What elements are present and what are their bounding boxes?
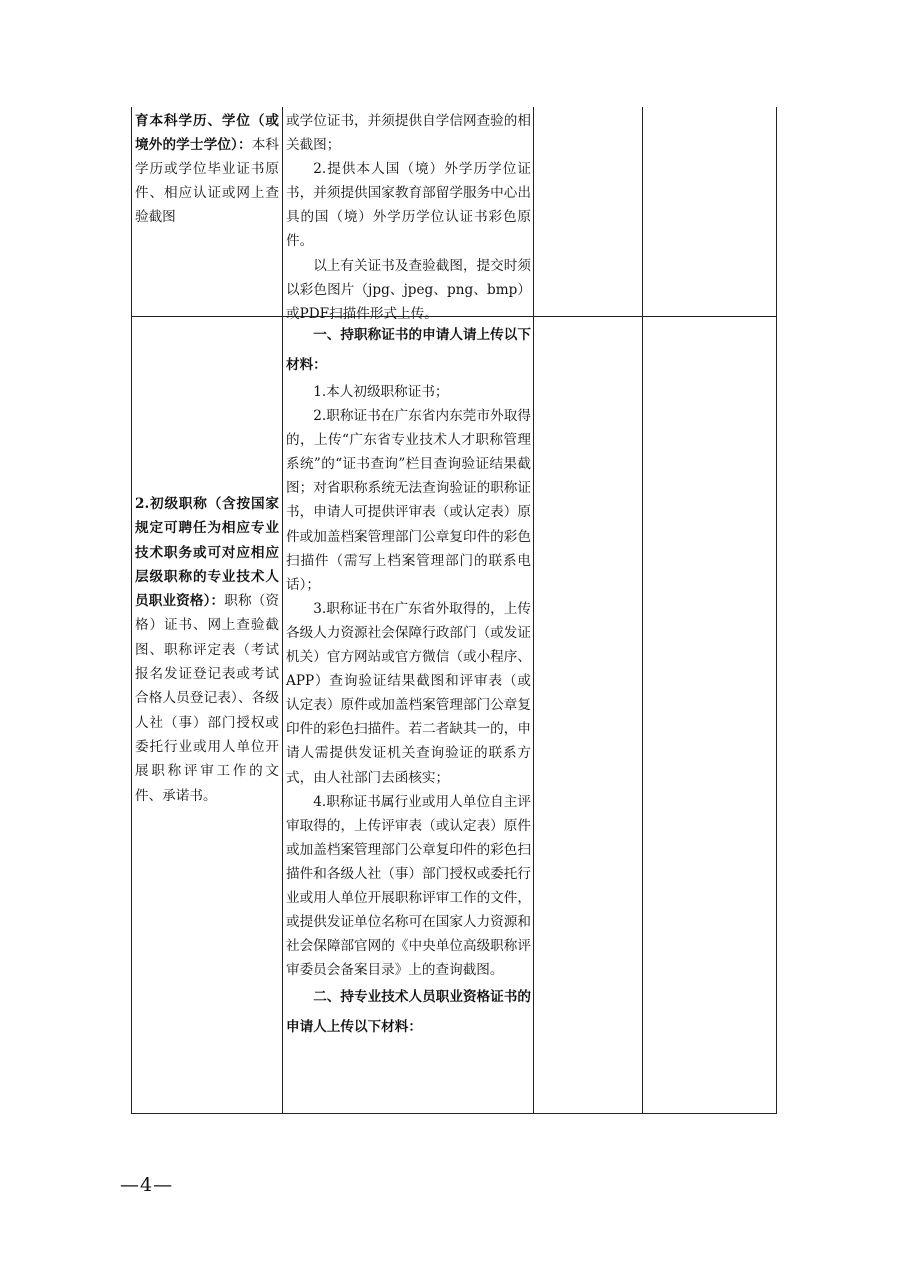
column-divider-3 [642,107,643,1114]
row2-requirement-text: 职称（资格）证书、网上查验截图、职称评定表（考试报名发证登记表或考试合格人员登记表）、各级人社（事）部门授权或委托行业或用人单位开展职称评审工作的文件、承诺书。 [135,593,280,804]
page-number: —4— [120,1174,174,1196]
table-border-right [776,107,777,1114]
row2-materials-item-2: 2.职称证书在广东省内东莞市外取得的，上传“广东省专业技术人才职称管理系统”的“证书查询”栏目查询验证结果截图；对省职称系统无法查询验证的职称证书，申请人可提供评审表（或认定表）原件或加盖档案管理部门公章复印件的彩色扫描件（需写上档案管理部门的联系电话）； [286,408,531,593]
row2-section-heading-1: 一、持职称证书的申请人请上传以下材料： [286,327,531,373]
row1-materials-para-1: 或学位证书，并须提供自学信网查验的相关截图； [286,113,531,154]
row1-materials-para-2: 2.提供本人国（境）外学历学位证书，并须提供国家教育部留学服务中心出具的国（境）外学历学位认证书彩色原件。 [286,161,531,250]
table-border-bottom [131,1113,777,1114]
row2-section-heading-2: 二、持专业技术人员职业资格证书的申请人上传以下材料： [286,989,531,1036]
row1-materials-cell [286,109,531,326]
row2-materials-cell [286,320,531,1042]
row2-materials-item-1: 1.本人初级职称证书； [313,384,449,400]
column-divider-2 [533,107,534,1114]
table-border-left [131,107,132,1114]
row1-requirement-text: 本科学历或学位毕业证书原件、相应认证或网上查验截图 [135,137,280,226]
requirements-table [131,107,777,1114]
row2-requirement-title: 2.初级职称（含按国家规定可聘任为相应专业技术职务或可对应相应层级职称的专业技术人员职业资格）： [135,496,279,610]
row2-requirement-cell [135,492,279,808]
row1-materials-para-3: 以上有关证书及查验截图，提交时须以彩色图片（jpg、jpeg、png、bmp）或PDF扫描件形式上传。 [286,257,531,322]
row1-requirement-title: 育本科学历、学位（或境外的学士学位）： [135,113,279,154]
row1-requirement-cell [135,109,279,229]
column-divider-1 [282,107,283,1114]
row2-materials-item-4: 4.职称证书属行业或用人单位自主评审取得的，上传评审表（或认定表）原件或加盖档案管理部门公章复印件的彩色扫描件和各级人社（事）部门授权或委托行业或用人单位开展职称评审工作的文件，或提供发证单位名称可在国家人力资源和社会保障部官网的《中央单位高级职称评审委员会备案目录》上的查询截图。 [286,793,531,979]
row2-materials-item-3: 3.职称证书在广东省外取得的，上传各级人力资源社会保障行政部门（或发证机关）官方网站或官方微信（或小程序、APP）查询验证结果截图和评审表（或认定表）原件或加盖档案管理部门公章复印件的彩色扫描件。若二者缺其一的，申请人需提供发证机关查询验证的联系方式，由人社部门去函核实； [286,600,531,786]
